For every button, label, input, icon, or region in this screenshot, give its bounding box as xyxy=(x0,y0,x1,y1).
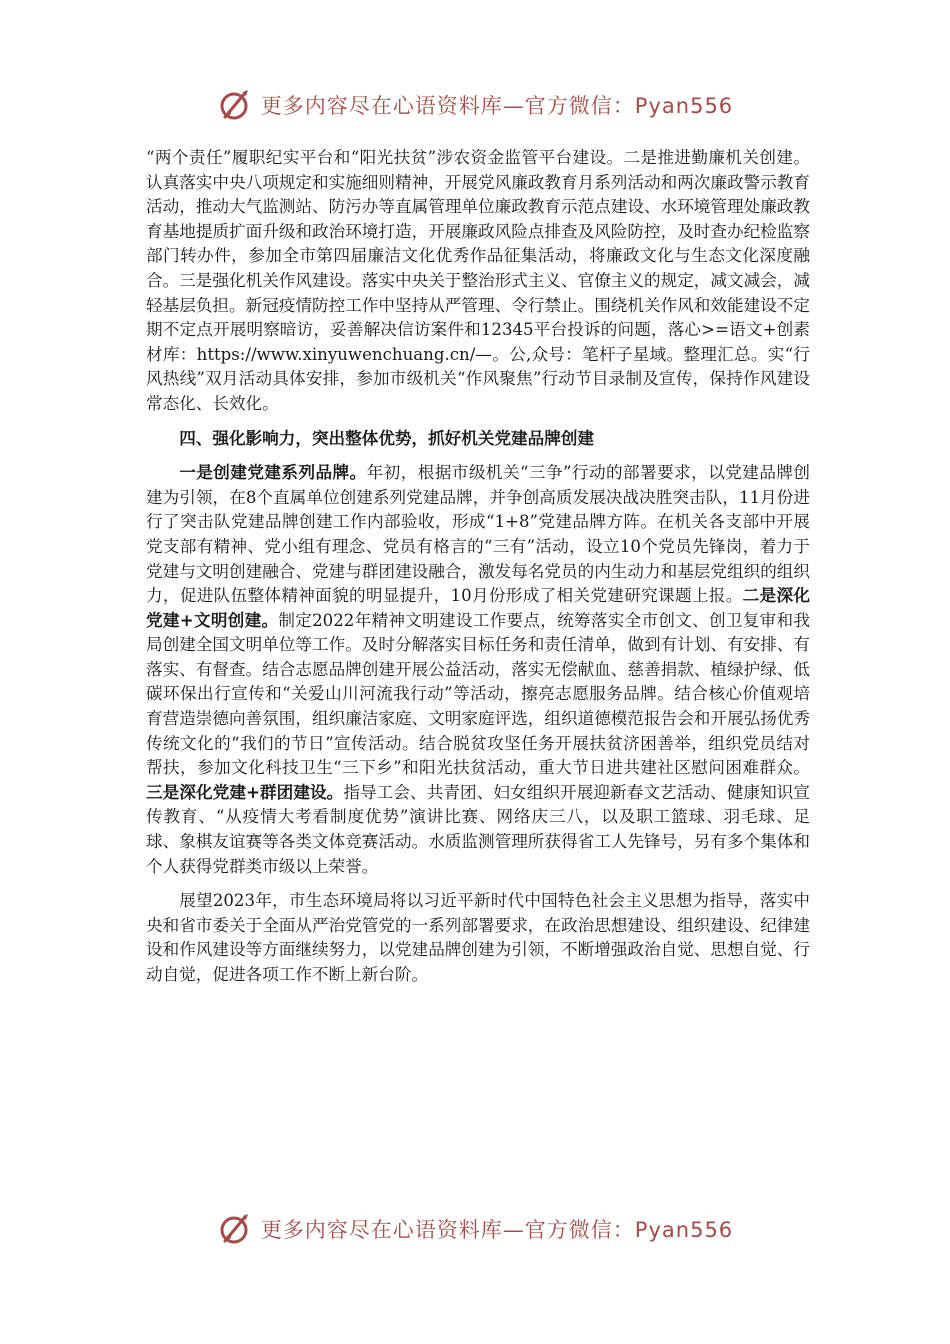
paragraph-continuation: “两个责任”履职纪实平台和“阳光扶贫”涉农资金监管平台建设。二是推进勤廉机关创建。认真落实中央八项规定和实施细则精神，开展党风廉政教育月系列活动和两次廉政警示教育活动，推动大气监测站、防污办等直属管理单位廉政教育示范点建设、水环境管理处廉政教育基地提质扩面升级和政治环境打造，开展廉政风险点排查及风险防控，及时查办纪检监察部门转办件，参加全市第四届廉洁文化优秀作品征集活动，将廉政文化与生态文化深度融合。三是强化机关作风建设。落实中央关于整治形式主义、官僚主义的规定，减文减会，减轻基层负担。新冠疫情防控工作中坚持从严管理、令行禁止。围绕机关作风和效能建设不定期不定点开展明察暗访，妥善解决信访案件和12345平台投诉的问题，落心>=语文+创素材库：https://www.xinyuwenchuang.cn/—。公,众号：笔杆子星域。整理汇总。实“行风热线”双月活动具体安排，参加市级机关“作风聚焦”行动节目录制及宣传，保持作风建设常态化、长效化。 xyxy=(146,148,810,413)
header-banner-text: 更多内容尽在心语资料库—官方微信：Pyan556 xyxy=(260,94,734,118)
paragraph-outlook: 展望2023年，市生态环境局将以习近平新时代中国特色社会主义思想为指导，落实中央和省市委关于全面从严治党管党的一系列部署要求，在政治思想建设、组织建设、纪律建设和作风建设等方面继续努力，以党建品牌创建为引领，不断增强政治自觉、思想自觉、行动自觉，促进各项工作不断上新台阶。 xyxy=(146,891,810,984)
footer-banner-text: 更多内容尽在心语资料库—官方微信：Pyan556 xyxy=(260,1218,734,1242)
bold-lead-1: 一是创建党建系列品牌。 xyxy=(179,463,367,483)
header-banner xyxy=(0,84,950,126)
bold-lead-2: 二是深化党建+文明创建。 xyxy=(146,586,810,630)
paragraph-text-1: 年初，根据市级机关“三争”行动的部署要求，以党建品牌创建为引领，在8个直属单位创建系列党建品牌，并争创高质发展决战决胜突击队，11月份进行了突击队党建品牌创建工作内部验收，形成“1+8”党建品牌方阵。在机关各支部中开展党支部有精神、党小组有理念、党员有格言的“三有”活动，设立10个党员先锋岗，着力于党建与文明创建融合、党建与群团建设融合，激发每名党员的内生动力和基层党组织的组织力，促进队伍整体精神面貌的明显提升，10月份形成了相关党建研究课题上报。 xyxy=(146,463,811,606)
paragraph-brand-creation xyxy=(146,461,810,879)
paragraph-text-2: 制定2022年精神文明建设工作要点，统筹落实全市创文、创卫复审和我局创建全国文明单位等工作。及时分解落实目标任务和责任清单，做到有计划、有安排、有落实、有督查。结合志愿品牌创建开展公益活动，落实无偿献血、慈善捐款、植绿护绿、低碳环保出行宣传和“关爱山川河流我行动”等活动，擦亮志愿服务品牌。结合核心价值观培育营造崇德向善氛围，组织廉洁家庭、文明家庭评选，组织道德模范报告会和开展弘扬优秀传统文化的“我们的节日”宣传活动。结合脱贫攻坚任务开展扶贫济困善举，组织党员结对帮扶，参加文化科技卫生“三下乡”和阳光扶贫活动，重大节日进共建社区慰问困难群众。 xyxy=(146,610,810,778)
brush-logo-icon xyxy=(217,87,253,123)
document-body xyxy=(146,146,810,988)
paragraph-text-3: 指导工会、共青团、妇女组织开展迎新春文艺活动、健康知识宣传教育、“从疫情大考看制度优势”演讲比赛、网络庆三八，以及职工篮球、羽毛球、足球、象棋友谊赛等各类文体竞赛活动。水质监测管理所获得省工人先锋号，另有多个集体和个人获得党群类市级以上荣誉。 xyxy=(146,782,811,876)
brush-logo-icon xyxy=(217,1211,253,1247)
bold-lead-3: 三是深化党建+群团建设。 xyxy=(146,782,344,802)
footer-banner xyxy=(0,1208,950,1250)
section-heading-4: 四、强化影响力，突出整体优势，抓好机关党建品牌创建 xyxy=(179,428,595,448)
